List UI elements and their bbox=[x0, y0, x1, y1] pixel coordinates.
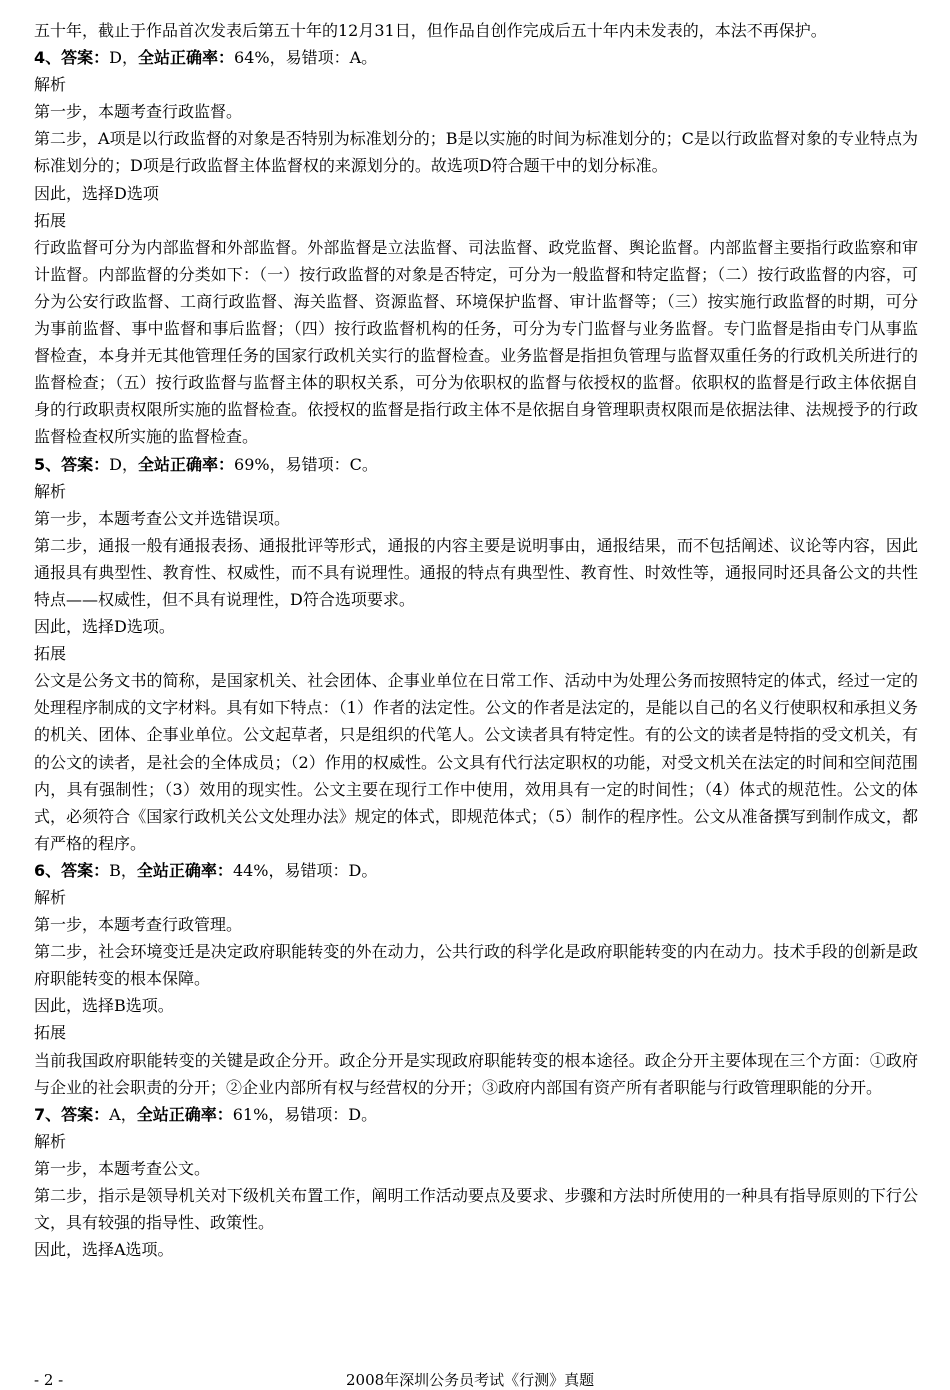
extension-text: 行政监督可分为内部监督和外部监督。外部监督是立法监督、司法监督、政党监督、舆论监督。内部监督主要指行政监察和审计监督。内部监督的分类如下：（一）按行政监督的对象是否特定，可分为一般监督和特定监督；（二）按行政监督的内容，可分为公安行政监督、工商行政监督、海关监督、资源监督、环境保护监督、审计监督等；（三）按实施行政监督的时期，可分为事前监督、事中监督和事后监督；（四）按行政监督机构的任务，可分为专门监督与业务监督。专门监督是指由专门从事监督检查，本身并无其他管理任务的国家行政机关实行的监督检查。业务监督是指担负管理与监督双重任务的行政机关所进行的监督检查；（五）按行政监督与监督主体的职权关系，可分为依职权的监督与依授权的监督。依职权的监督是行政主体依据自身的行政职责权限所实施的监督检查。依授权的监督是指行政主体不是依据自身管理职责权限而是依据法律、法规授予的行政监督检查权所实施的监督检查。 bbox=[34, 237, 918, 447]
step-one: 第一步，本题考查公文并选错误项。 bbox=[34, 508, 291, 528]
conclusion: 因此，选择B选项。 bbox=[34, 996, 174, 1016]
rate-label: 全站正确率： bbox=[138, 48, 235, 68]
analysis-label: 解析 bbox=[34, 1131, 67, 1151]
rate-label: 全站正确率： bbox=[138, 454, 235, 474]
question-number: 4 bbox=[34, 48, 46, 68]
step-two: 第二步，通报一般有通报表扬、通报批评等形式，通报的内容主要是说明事由，通报结果，而不包括阐述、议论等内容，因此通报具有典型性、教育性、权威性，而不具有说理性。通报的特点有典型性、教育性、时效性等，通报同时还具备公文的共性特点——权威性，但不具有说理性，D符合选项要求。 bbox=[34, 535, 918, 609]
conclusion: 因此，选择D选项。 bbox=[34, 617, 175, 637]
analysis-label: 解析 bbox=[34, 75, 67, 95]
rate-label: 全站正确率： bbox=[136, 1104, 233, 1124]
step-two: 第二步，A项是以行政监督的对象是否特别为标准划分的；B是以实施的时间为标准划分的；C是以行政监督对象的专业特点为标准划分的；D项是行政监督主体监督权的来源划分的。故选项D符合题干中的划分标准。 bbox=[34, 129, 918, 176]
answer-line bbox=[34, 857, 918, 884]
conclusion: 因此，选择A选项。 bbox=[34, 1240, 174, 1260]
answer-label: 、答案： bbox=[45, 454, 110, 474]
rate-label: 全站正确率： bbox=[136, 860, 233, 880]
answer-label: 、答案： bbox=[45, 48, 110, 68]
question-7 bbox=[34, 1101, 918, 1264]
question-number: 5 bbox=[34, 454, 46, 474]
answer-value: A， bbox=[109, 1104, 137, 1124]
answer-value: D， bbox=[109, 48, 138, 68]
intro-paragraph: 五十年，截止于作品首次发表后第五十年的12月31日，但作品自创作完成后五十年内未发表的，本法不再保护。 bbox=[34, 21, 827, 40]
extension-text: 公文是公务文书的简称，是国家机关、社会团体、企事业单位在日常工作、活动中为处理公务而按照特定的体式，经过一定的处理程序制成的文字材料。具有如下特点：（1）作者的法定性。公文的作者是法定的，是能以自己的名义行使职权和承担义务的机关、团体、企事业单位。公文起草者，只是组织的代笔人。公文读者具有特定性。有的公文的读者是特指的受文机关，有的公文的读者，是社会的全体成员；（2）作用的权威性。公文具有代行法定职权的功能，对受文机关在法定的时间和空间范围内，具有强制性；（3）效用的现实性。公文主要在现行工作中使用，效用具有一定的时间性；（4）体式的规范性。公文的体式，必须符合《国家行政机关公文处理办法》规定的体式，即规范体式；（5）制作的程序性。公文从准备撰写到制作成文，都有严格的程序。 bbox=[34, 671, 918, 853]
question-number: 7 bbox=[34, 1104, 46, 1124]
answer-value: D， bbox=[109, 454, 138, 474]
rate-value: 64%，易错项：A。 bbox=[234, 48, 378, 68]
step-two: 第二步，社会环境变迁是决定政府职能转变的外在动力，公共行政的科学化是政府职能转变的内在动力。技术手段的创新是政府职能转变的根本保障。 bbox=[34, 942, 918, 989]
question-number: 6 bbox=[34, 860, 46, 880]
step-one: 第一步，本题考查行政监督。 bbox=[34, 102, 243, 122]
step-one: 第一步，本题考查公文。 bbox=[34, 1158, 211, 1178]
answer-value: B， bbox=[109, 860, 137, 880]
extension-label: 拓展 bbox=[34, 1023, 67, 1043]
question-6 bbox=[34, 857, 918, 1101]
extension-label: 拓展 bbox=[34, 210, 67, 230]
step-two: 第二步，指示是领导机关对下级机关布置工作，阐明工作活动要点及要求、步骤和方法时所使用的一种具有指导原则的下行公文，具有较强的指导性、政策性。 bbox=[34, 1186, 918, 1233]
analysis-label: 解析 bbox=[34, 888, 67, 907]
answer-label: 、答案： bbox=[45, 1104, 110, 1124]
rate-value: 61%，易错项：D。 bbox=[232, 1104, 378, 1124]
answer-line bbox=[34, 44, 918, 71]
page-number: - 2 - bbox=[34, 1371, 64, 1389]
extension-text: 当前我国政府职能转变的关键是政企分开。政企分开是实现政府职能转变的根本途径。政企分开主要体现在三个方面：①政府与企业的社会职责的分开；②企业内部所有权与经营权的分开；③政府内部国有资产所有者职能与行政管理职能的分开。 bbox=[34, 1050, 918, 1097]
extension-label: 拓展 bbox=[34, 644, 67, 664]
conclusion: 因此，选择D选项 bbox=[34, 183, 159, 203]
analysis-label: 解析 bbox=[34, 481, 67, 501]
document-body bbox=[34, 17, 918, 1263]
answer-label: 、答案： bbox=[45, 860, 110, 880]
answer-line bbox=[34, 451, 918, 478]
footer-title: 2008年深圳公务员考试《行测》真题 bbox=[346, 1371, 595, 1389]
question-5 bbox=[34, 451, 918, 857]
page-footer bbox=[34, 1370, 918, 1390]
rate-value: 69%，易错项：C。 bbox=[234, 454, 378, 474]
step-one: 第一步，本题考查行政管理。 bbox=[34, 915, 243, 935]
question-4 bbox=[34, 44, 918, 450]
rate-value: 44%，易错项：D。 bbox=[232, 860, 378, 880]
answer-line bbox=[34, 1101, 918, 1128]
